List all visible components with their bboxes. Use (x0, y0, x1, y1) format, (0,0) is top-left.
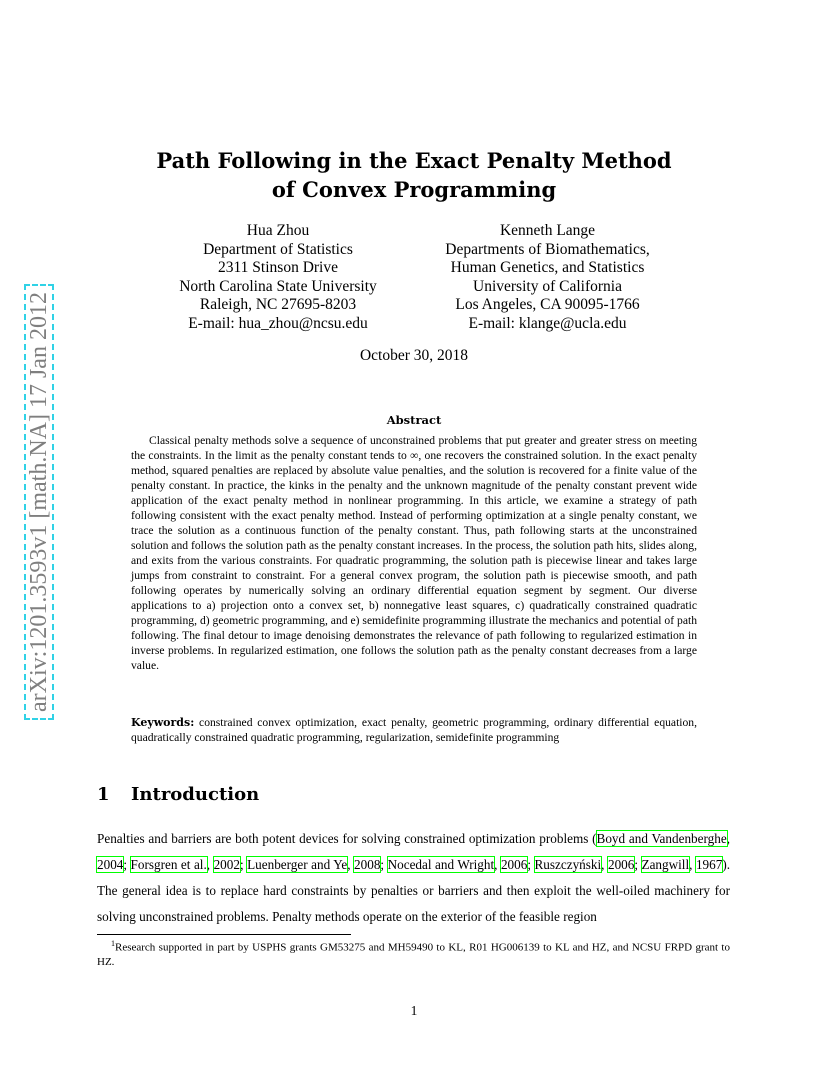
separator: ; (380, 857, 388, 872)
separator: ; (527, 857, 535, 872)
citation-year-link[interactable]: 2002 (213, 857, 240, 872)
footnote (97, 937, 730, 970)
citation-year-link[interactable]: 2006 (607, 857, 635, 872)
keywords-label: Keywords: (131, 716, 195, 729)
citation-year-link[interactable]: 2008 (354, 857, 381, 872)
author-name: Hua Zhou (246, 222, 310, 239)
citation-link[interactable]: Boyd and Vandenberghe (596, 831, 727, 846)
author-email: E-mail: klange@ucla.edu (468, 314, 627, 332)
footnote-rule (97, 934, 351, 935)
author-city: Los Angeles, CA 90095-1766 (455, 296, 640, 313)
citation-year-link[interactable]: 2006 (500, 857, 528, 872)
section-heading (97, 784, 259, 805)
separator: , (726, 831, 730, 846)
author-name: Kenneth Lange (499, 222, 596, 239)
author-address: 2311 Stinson Drive (218, 259, 338, 276)
separator: ; (634, 857, 642, 872)
citation-link[interactable]: Ruszczyński (534, 857, 602, 872)
separator: ; (123, 857, 131, 872)
author-block-2 (410, 222, 685, 333)
author-block-1 (148, 222, 408, 333)
author-address: Human Genetics, and Statistics (450, 259, 645, 276)
separator: , (601, 857, 608, 872)
author-dept: Department of Statistics (203, 240, 353, 258)
author-email: E-mail: hua_zhou@ncsu.edu (188, 314, 368, 332)
author-institution: University of California (473, 277, 622, 295)
arxiv-stamp[interactable]: arXiv:1201.3593v1 [math.NA] 17 Jan 2012 (24, 284, 54, 720)
footnote-mark: 1 (111, 939, 115, 948)
intro-paragraph (97, 826, 730, 930)
keywords-text: constrained convex optimization, exact penalty, geometric programming, ordinary differential equation, quadratically constrained quadratic programming, regularization, semidefinite programming (131, 716, 697, 744)
citation-link[interactable]: Forsgren et al. (130, 857, 207, 872)
keywords (131, 715, 697, 745)
title-line-2: of Convex Programming (271, 177, 557, 202)
footnote-text: Research supported in part by USPHS grants GM53275 and MH59490 to KL, R01 HG006139 to KL and HZ, and NCSU FRPD grant to HZ. (97, 941, 730, 969)
separator: , (347, 857, 355, 872)
title-line-1: Path Following in the Exact Penalty Method (156, 148, 672, 173)
author-city: Raleigh, NC 27695-8203 (199, 296, 357, 313)
author-dept: Departments of Biomathematics, (445, 240, 650, 258)
citation-year-link[interactable]: 1967 (695, 857, 723, 872)
separator: ; (239, 857, 248, 872)
paper-date: October 30, 2018 (359, 347, 469, 364)
intro-text: ). The general idea is to replace hard constraints by penalties or barriers and then exploit the well-oiled machinery for solving unconstrained problems. Penalty methods operate on the exterior of the feasible region (97, 857, 731, 924)
section-title: Introduction (131, 784, 260, 805)
paper-title (100, 146, 728, 204)
intro-text: Penalties and barriers are both potent devices for solving constrained optimization problems ( (97, 831, 597, 846)
section-number: 1 (97, 784, 110, 805)
citation-link[interactable]: Zangwill (641, 857, 690, 872)
separator: , (494, 857, 501, 872)
page-number: 1 (410, 1003, 418, 1018)
separator: , (206, 857, 214, 872)
abstract-text: Classical penalty methods solve a sequence of unconstrained problems that put greater and greater stress on meeting the constraints. In the limit as the penalty constant tends to ∞, one recovers the constrained solution. In the exact penalty method, squared penalties are replaced by absolute value penalties, and the solution is recovered for a finite value of the penalty constant. In practice, the kinks in the penalty and the unknown magnitude of the penalty constant prevent wide application of the exact penalty method in nonlinear programming. In this article, we examine a strategy of path following consistent with the exact penalty method. Instead of performing optimization at a single penalty constant, we trace the solution as a continuous function of the penalty constant. Thus, path following starts at the unconstrained solution and follows the solution path as the penalty constant increases. In the process, the solution path hits, slides along, and exits from the various constraints. For quadratic programming, the solution path is piecewise linear and takes large jumps from constraint to constraint. For a general convex program, the solution path is piecewise smooth, and path following operates by numerically solving an ordinary differential equation segment by segment. Our diverse applications to a) projection onto a convex set, b) nonnegative least squares, c) quadratically constrained quadratic programming, d) geometric programming, and e) semidefinite programming illustrate the mechanics and potential of path following. The final detour to image denoising demonstrates the relevance of path following to regularized estimation in inverse problems. In regularized estimation, one follows the solution path as the penalty constant decreases from a large value. (131, 434, 697, 672)
separator: , (689, 857, 696, 872)
author-institution: North Carolina State University (179, 277, 377, 295)
abstract-heading: Abstract (386, 413, 442, 427)
citation-link[interactable]: Luenberger and Ye (247, 857, 348, 872)
citation-link[interactable]: Nocedal and Wright (387, 857, 495, 872)
citation-year-link[interactable]: 2004 (97, 857, 124, 872)
